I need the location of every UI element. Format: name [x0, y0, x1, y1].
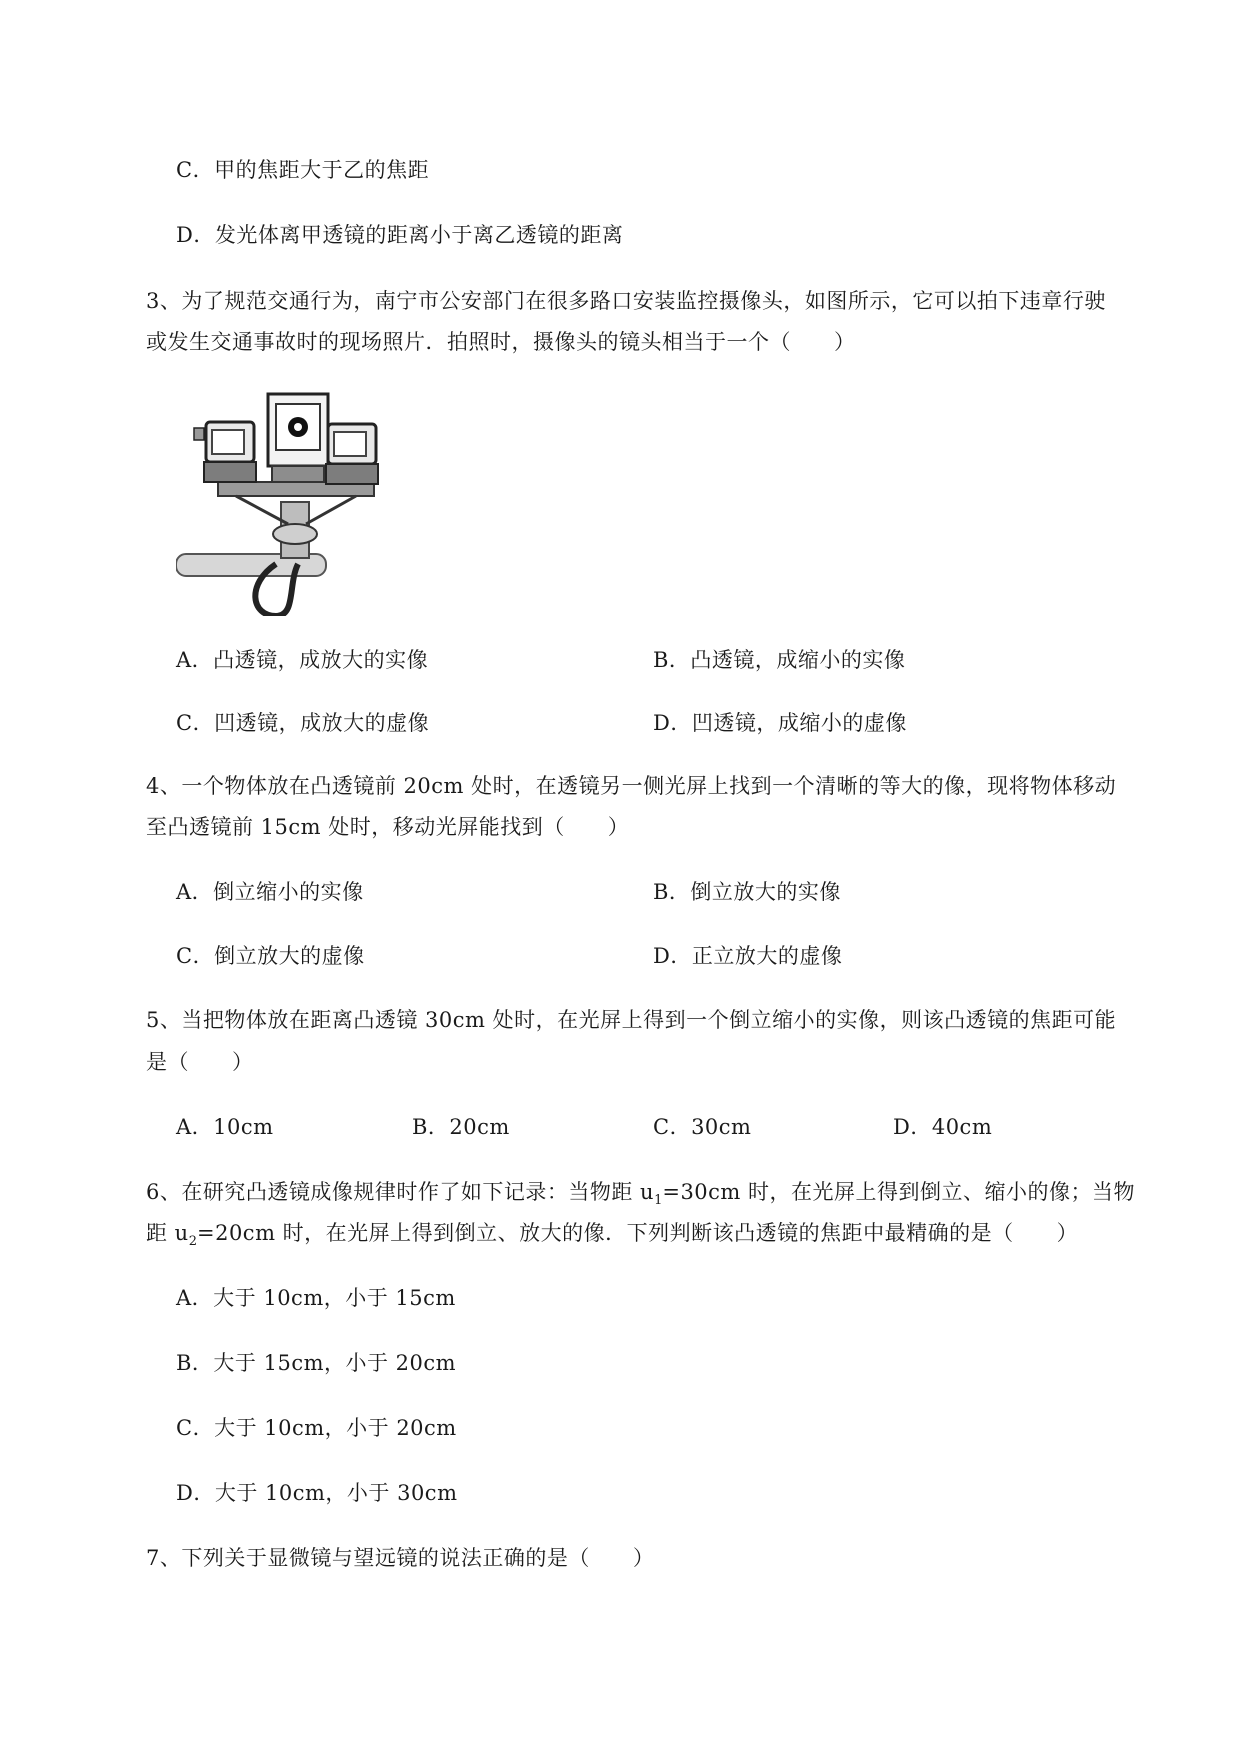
- q5-option-c: C．30cm: [653, 1115, 752, 1139]
- q4-option-a: A．倒立缩小的实像: [176, 880, 364, 904]
- q3-option-b: B．凸透镜，成缩小的实像: [653, 648, 906, 672]
- q5-stem-line1: 5、当把物体放在距离凸透镜 30cm 处时，在光屏上得到一个倒立缩小的实像，则该凸透镜的焦距可能: [146, 1008, 1117, 1032]
- q6-u2-subscript: 2: [188, 1234, 197, 1249]
- q7-stem-line1: 7、下列关于显微镜与望远镜的说法正确的是（ ）: [146, 1546, 655, 1570]
- q3-stem-line2: 或发生交通事故时的现场照片．拍照时，摄像头的镜头相当于一个（ ）: [146, 330, 856, 354]
- q3-option-a: A．凸透镜，成放大的实像: [176, 648, 429, 672]
- q6-option-a: A．大于 10cm，小于 15cm: [176, 1286, 456, 1310]
- q3-option-c: C．凹透镜，成放大的虚像: [176, 711, 430, 735]
- q6-stem-line1-post: =30cm 时，在光屏上得到倒立、缩小的像；当物: [662, 1180, 1136, 1204]
- q6-stem-line2-pre: 距 u: [146, 1221, 189, 1245]
- q6-stem-line2-post: =20cm 时，在光屏上得到倒立、放大的像．下列判断该凸透镜的焦距中最精确的是（ ）: [196, 1221, 1079, 1245]
- q4-option-c: C．倒立放大的虚像: [176, 944, 365, 968]
- q2-option-c: C．甲的焦距大于乙的焦距: [176, 158, 430, 182]
- q6-stem-line1: [146, 1177, 1135, 1211]
- q6-stem-line2: [146, 1218, 1078, 1252]
- q3-option-d: D．凹透镜，成缩小的虚像: [653, 711, 907, 735]
- q2-option-d: D．发光体离甲透镜的距离小于离乙透镜的距离: [176, 223, 624, 247]
- q6-stem-line1-pre: 6、在研究凸透镜成像规律时作了如下记录：当物距 u: [146, 1180, 655, 1204]
- q4-stem-line2: 至凸透镜前 15cm 处时，移动光屏能找到（ ）: [146, 815, 630, 839]
- q6-u1-subscript: 1: [654, 1193, 663, 1208]
- q6-option-c: C．大于 10cm，小于 20cm: [176, 1416, 457, 1440]
- q4-option-d: D．正立放大的虚像: [653, 944, 843, 968]
- q4-option-b: B．倒立放大的实像: [653, 880, 841, 904]
- q5-option-d: D．40cm: [893, 1115, 993, 1139]
- q5-option-b: B．20cm: [412, 1115, 510, 1139]
- q3-stem-line1: 3、为了规范交通行为，南宁市公安部门在很多路口安装监控摄像头，如图所示，它可以拍下违章行驶: [146, 289, 1106, 313]
- q6-option-d: D．大于 10cm，小于 30cm: [176, 1481, 458, 1505]
- q5-option-a: A．10cm: [176, 1115, 274, 1139]
- q5-stem-line2: 是（ ）: [146, 1050, 254, 1074]
- surveillance-camera-icon: [176, 384, 402, 616]
- q4-stem-line1: 4、一个物体放在凸透镜前 20cm 处时，在透镜另一侧光屏上找到一个清晰的等大的像，现将物体移动: [146, 774, 1117, 798]
- q6-option-b: B．大于 15cm，小于 20cm: [176, 1351, 457, 1375]
